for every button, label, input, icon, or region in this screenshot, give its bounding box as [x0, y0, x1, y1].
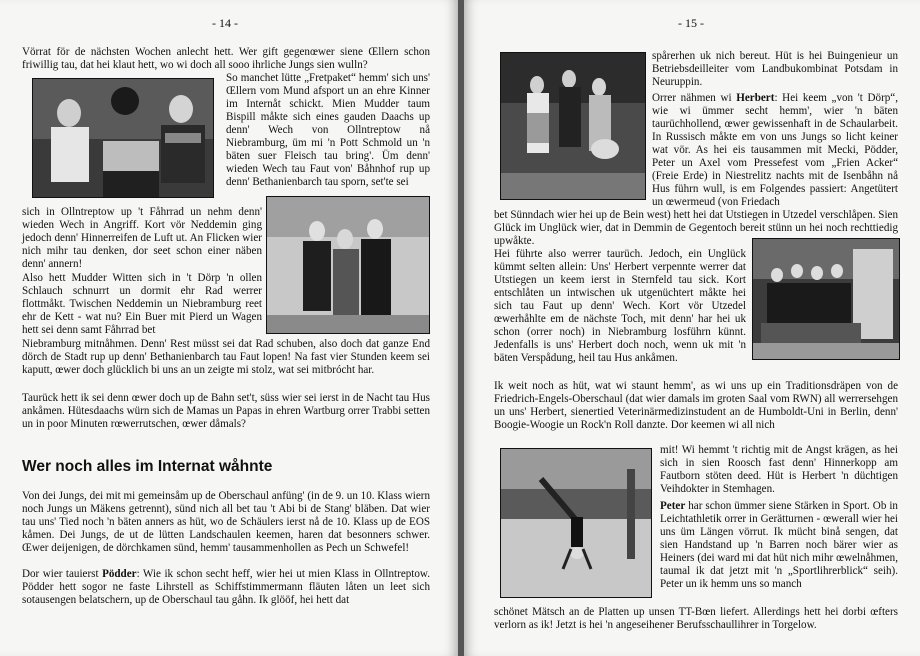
paragraph-fahrrad: sich in Ollntreptow up 't Fåhrrad un nehm denn' wieden Wech in Angriff. Kort vör Neddemin ging jedoch denn' Hinnerreifen de Luft ut. An Flicken wier nich mihr tau denken, dor seet schon einer näben denn' annern! — [22, 206, 262, 271]
paragraph-herbert — [652, 92, 898, 209]
paragraph-angst: mit! Wi hemmt 't richtig mit de Angst krägen, as hei sich in sien Roosch fast denn' Hinnerkopp am Fautborn stöten deed. Hüt is Herbert 'n düchtigen Veihdokter in Stemhagen. — [660, 444, 898, 496]
peter-rest: har schon ümmer siene Stärken in Sport. Ob in Leichtathletik orrer in Gerätturnen - œwerall wier hei uns üm Längen vörrut. Ik mücht binå sengen, dat sien Handstand up 'n Barren noch bärer wier as Heiners (dei ward mi dat hüt nich mihr œwelnåhmen, taumal ik dat jetzt mit 'n „Sportlihrerblick“ seih). Peter un ik hemm uns so manch — [660, 500, 898, 591]
paragraph-schlauch: Also hett Mudder Witten sich in 't Dörp 'n ollen Schlauch schnurrt un dormit ehr Rad werrer flottmåkt. Twischen Neddemin un Niebramburg reet ehr de Kett - wat nu? Ein Buer mit Pierd un Wagen hett sei denn samt Fåhrrad bet — [22, 272, 262, 337]
paragraph-peter — [660, 500, 898, 591]
left-page — [0, 0, 458, 656]
paragraph-niebramburg: Niebramburg mitnåhmen. Denn' Rest müsst sei dat Rad schuben, also doch dat ganze End dörch de Stadt rup up denn' Bethanienbarch tau Faut lopen! Na fast vier Stunden keem sei kaputt, œwer doch glücklich bi uns an un zeigte mi stolz, wat sei mitbrócht har. — [22, 338, 430, 377]
name-poedder: Pödder — [102, 568, 137, 580]
paragraph-poedder — [22, 568, 430, 607]
paragraph-sunndach: bet Sünndach wier hei up de Bein west) hett hei dat Utstiegen in Utzedel verschlåpen. Sien Glück im Unglück wier, dat in Demmin de Gegentoch bereit stünn un hei noch rechttiedig upwåkte. — [494, 209, 898, 248]
page-number-left: - 14 - — [212, 16, 238, 30]
name-peter: Peter — [660, 500, 686, 512]
paragraph-taurueck: Taurück hett ik sei denn œwer doch up de Bahn set't, süss wier sei ierst in de Nacht tau Hus ankåmen. Hütesdaachs würn sich de Mamas un Papas in ehren Wartburg orrer Trabbi setten un in poor Minuten rœwerrutschen, œwer dåmals? — [22, 392, 430, 431]
paragraph-top-right: spårerhen uk nich bereut. Hüt is hei Buingenieur un Betriebsdeilleiter vom Landbukombinat Potsdam in Neuruppin. — [652, 50, 898, 89]
photo-three-people — [266, 196, 430, 334]
photo-group-on-bed — [752, 238, 900, 360]
paragraph-last: schönet Mätsch an de Platten up unsen TT-Bœn liefert. Allerdings hett hei dorbi œfters verlorn as ik! Jetzt is hei 'n angeseihener Berufsschaullihrer in Torgelow. — [494, 606, 898, 632]
name-herbert: Herbert — [736, 92, 775, 104]
paragraph-staunt: Ik weit noch as hüt, wat wi staunt hemm', as wi uns up ein Traditionsdräpen von de Friedrich-Engels-Oberschaul (dat wier damals im groten Saal vom RWN) all werrersehgen un uns' Herbert, sienertied Veterinärmedizinstudent an de Humboldt-Uni in Berlin, denn' Boogie-Woogie un Rock'n Roll danzte. Dor keemen wi all nich — [494, 380, 898, 432]
page-number-right: - 15 - — [678, 16, 704, 30]
photo-couple-at-table — [32, 78, 214, 198]
section-heading: Wer noch alles im Internat wåhnte — [22, 458, 273, 475]
paragraph-fretpaket: So manchet lütte „Fretpaket“ hemm' sich uns' Œllern vom Mund afsport un an ehre Kinner im Internåt schickt. Mien Mudder taum Bispill måkte sich eines gauden Daachs up denn' Wech von Ollntreptow nå Niebramburg, üm mi 'n Pott Schmold un 'n bäten suer Fleisch tau bring'. Üm denn' wieden Wech tau Faut von' Båhnhof rup up denn' Bethanienbarch tau sporn, set'te sei — [226, 72, 430, 189]
herbert-rest: : Hei keem „von 't Dörp“, wie wi ümmer secht hemm', wier 'n bäten taurüchhollend, œwer gewissenhaft in de Schaularbeit. In Russisch måkte em von uns Jungs so licht keiner wat vör. As hei eis tausammen mit Mecki, Pödder, Peter un Axel vom Pressefest vom „Frien Acker“ (Freie Erde) in Niestrelitz nachts mit de Isenbåhn nå Hus führn wull, is em Folgendes passiert: Angetütert un œwermeud (von Friedach — [652, 92, 899, 209]
paragraph-unglueck: Hei führte also werrer taurüch. Jedoch, ein Unglück kümmt selten allein: Uns' Herbert verpennte werrer dat Utstiegen un keem ierst in Sternfeld tau sick. Kort entschlåten un intwischen uk utgenüchtert måkte hei sich tau Faut up denn' Wech. Kort vör Utzedel œwerhåhlte em de nächste Toch, mit denn' har hei uk schon (orrer noch) in Niebramburg losführn künnt. Jedenfalls is uns' Herbert doch noch, wenn uk mit 'n bäten Verspådung, heil tau Hus ankåmen. — [494, 248, 746, 365]
photo-musicians-group — [500, 52, 646, 200]
right-page — [464, 0, 920, 656]
paragraph-jungs: Von dei Jungs, dei mit mi gemeinsåm up de Oberschaul anfüng' (in de 9. un 10. Klass wiern noch Jungs un Mäkens getrennt), sünd nich all bet tau 't Abi bi de Stang' bläben. Dat wier tau uns' Tied noch 'n bäten anners as hüt, wo de Schäulers ierst nå de 10. Klass up de EOS kåmen. Dei Jungs, de ut de lütten Landschaulen keemen, haren dat besonners schwer. Œwer deijenigen, de dörchkamen sünd, hemm' tausammenhollen as Pech un Schwefel! — [22, 490, 430, 555]
photo-handstand — [500, 448, 652, 598]
poedder-intro: Dor wier tauierst — [22, 568, 99, 580]
paragraph-top-left: Vörrat för de nächsten Wochen anlecht hett. Wer gift gegenœwer siene Œllern schon friwillig tau, dat hei klaut hett, wo wi doch all sooo ihrliche Jungs sien wulln? — [22, 46, 430, 72]
herbert-intro: Orrer nähmen wi — [652, 92, 732, 104]
poedder-rest: : Wie ik schon secht heff, wier hei ut mien Klass in Ollntreptow. Pödder hett sogor ne faste Lihrstell as Schiffstimmermann fläuten låten un leet sich sotausengen belatschern, up de Oberschaul tau gåhn. Ik glööf, hei hett dat — [22, 568, 430, 607]
